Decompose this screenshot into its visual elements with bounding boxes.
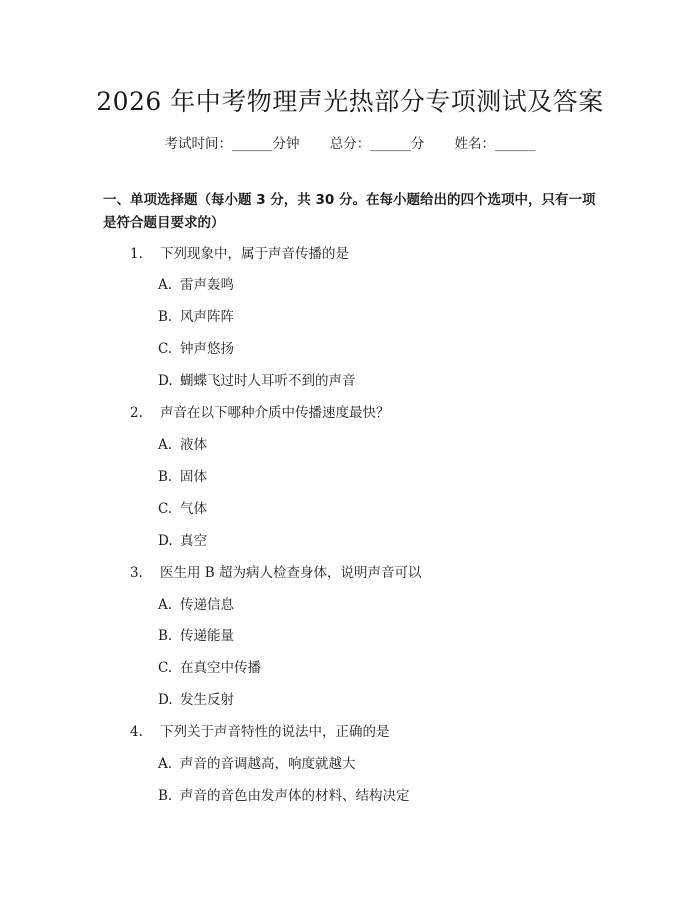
option-letter: C. (158, 341, 173, 357)
q3-option-c (158, 659, 261, 677)
question-stem: 下列关于声音特性的说法中，正确的是 (160, 724, 390, 740)
option-letter: B. (158, 309, 173, 325)
q2-option-c (158, 500, 207, 518)
q2-option-a (158, 436, 207, 454)
question-2 (130, 404, 390, 422)
question-number: 1. (130, 246, 143, 262)
option-text: 风声阵阵 (180, 309, 234, 325)
option-text: 气体 (180, 501, 207, 517)
question-number: 4. (130, 724, 143, 740)
option-letter: A. (158, 437, 173, 453)
question-4 (130, 723, 390, 741)
exam-time-field: 考试时间：______分钟 (164, 136, 300, 152)
option-text: 传递信息 (180, 597, 234, 613)
q2-option-b (158, 468, 207, 486)
document-title: 2026 年中考物理声光热部分专项测试及答案 (96, 87, 604, 116)
q2-option-d (158, 532, 207, 550)
q3-option-a (158, 596, 234, 614)
total-score-field: 总分：______分 (329, 136, 425, 152)
student-name-field: 姓名：______ (454, 136, 536, 152)
option-text: 声音的音调越高，响度就越大 (180, 756, 356, 772)
option-text: 液体 (180, 437, 207, 453)
option-text: 固体 (180, 469, 207, 485)
option-text: 蝴蝶飞过时人耳听不到的声音 (180, 373, 356, 389)
option-text: 钟声悠扬 (180, 341, 234, 357)
question-number: 2. (130, 405, 143, 421)
option-text: 声音的音色由发声体的材料、结构决定 (180, 788, 410, 804)
option-text: 传递能量 (180, 628, 234, 644)
q1-option-a (158, 276, 234, 294)
q1-option-d (158, 372, 356, 390)
q1-option-c (158, 340, 234, 358)
option-letter: A. (158, 277, 173, 293)
q3-option-d (158, 691, 234, 709)
option-letter: B. (158, 628, 173, 644)
option-letter: D. (158, 533, 173, 549)
option-text: 真空 (180, 533, 207, 549)
q4-option-a (158, 755, 356, 773)
option-letter: D. (158, 373, 173, 389)
option-text: 雷声轰鸣 (180, 277, 234, 293)
q4-option-b (158, 787, 410, 805)
question-stem: 医生用 B 超为病人检查身体，说明声音可以 (160, 565, 422, 581)
option-letter: C. (158, 660, 173, 676)
exam-info (0, 132, 700, 152)
question-stem: 下列现象中，属于声音传播的是 (160, 246, 349, 262)
question-number: 3. (130, 565, 143, 581)
option-text: 发生反射 (180, 692, 234, 708)
option-letter: B. (158, 788, 173, 804)
option-letter: A. (158, 756, 173, 772)
option-letter: B. (158, 469, 173, 485)
question-1 (130, 245, 349, 263)
option-letter: A. (158, 597, 173, 613)
section-heading: 一、单项选择题（每小题 3 分，共 30 分。在每小题给出的四个选项中，只有一项是符合题目要求的） (103, 192, 596, 231)
q3-option-b (158, 627, 234, 645)
option-letter: D. (158, 692, 173, 708)
option-text: 在真空中传播 (180, 660, 261, 676)
option-letter: C. (158, 501, 173, 517)
question-3 (130, 564, 422, 582)
q1-option-b (158, 308, 234, 326)
question-stem: 声音在以下哪种介质中传播速度最快？ (160, 405, 390, 421)
